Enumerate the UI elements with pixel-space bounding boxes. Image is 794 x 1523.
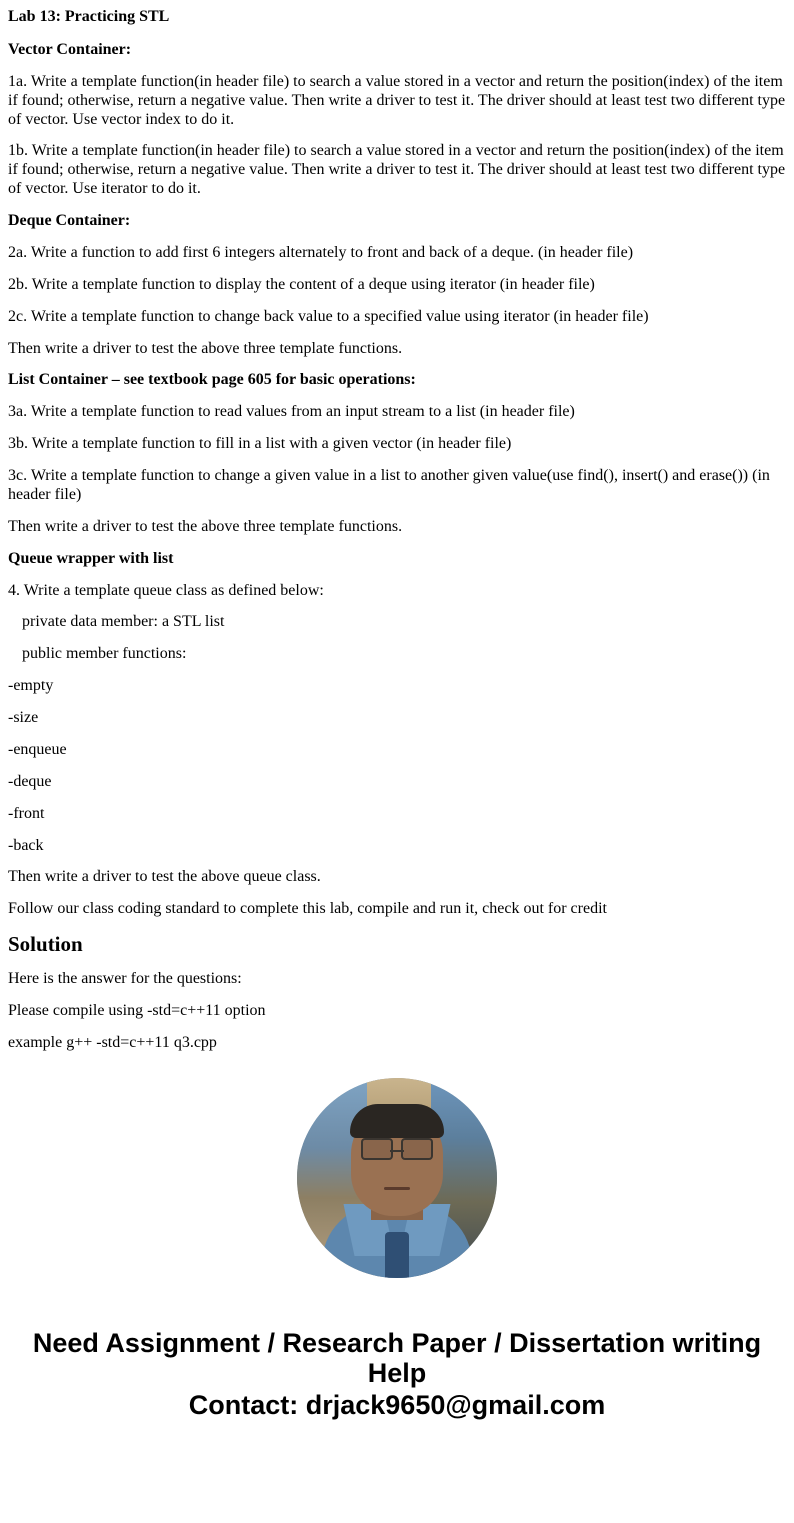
function-size: -size [8,709,39,726]
avatar [297,1078,497,1278]
function-enqueue: -enqueue [8,740,67,758]
function-deque: -deque [8,772,52,790]
coding-standard-note: Follow our class coding standard to complete this lab, compile and run it, check out for credit [8,900,607,918]
photo-glasses-bridge [390,1150,404,1152]
item-2a: 2a. Write a function to add first 6 integers alternately to front and back of a deque. (in header file) [8,243,634,261]
item-1b: 1b. Write a template function(in header file) to search a value stored in a vector and return the position(index) of the item if found; otherwise, return a negative value. Then write a driver to test it. The driver should at least test two different type of vector. Use iterator to do it. [8,142,786,198]
footer-line-2: Contact: drjack9650@gmail.com [188,1389,606,1420]
function-empty: -empty [8,677,54,695]
solution-line-2: Please compile using -std=c++11 option [8,1001,266,1019]
photo-glasses-right [401,1138,433,1160]
photo-glasses-left [361,1138,393,1160]
private-data-member: private data member: a STL list [22,613,225,631]
solution-heading: Solution [8,932,83,957]
queue-wrapper-heading: Queue wrapper with list [8,549,174,567]
solution-line-3: example g++ -std=c++11 q3.cpp [8,1033,217,1051]
deque-container-heading: Deque Container: [8,212,131,229]
photo-hair [350,1104,444,1138]
function-front: -front [8,804,45,822]
item-2c: 2c. Write a template function to change back value to a specified value using iterator (in header file) [8,307,649,325]
page-title: Lab 13: Practicing STL [8,8,170,25]
item-3c: 3c. Write a template function to change a given value in a list to another given value(use find(), insert() and erase()) (in header file) [8,467,770,503]
item-2b: 2b. Write a template function to display the content of a deque using iterator (in header file) [8,275,595,293]
list-driver-note: Then write a driver to test the above three template functions. [8,517,403,535]
footer-banner [8,1328,786,1421]
item-3b: 3b. Write a template function to fill in a list with a given vector (in header file) [8,435,512,453]
function-back: -back [8,836,44,854]
vector-container-heading: Vector Container: [8,40,132,58]
footer-line-1: Need Assignment / Research Paper / Dissertation writing Help [32,1327,762,1388]
deque-driver-note: Then write a driver to test the above three template functions. [8,339,403,357]
list-container-heading: List Container – see textbook page 605 for basic operations: [8,371,416,389]
item-1a: 1a. Write a template function(in header file) to search a value stored in a vector and return the position(index) of the item if found; otherwise, return a negative value. Then write a driver to test it. The driver should at least test two different type of vector. Use vector index to do it. [8,72,786,128]
photo-mouth [384,1187,410,1190]
item-4: 4. Write a template queue class as defined below: [8,581,324,599]
item-3a: 3a. Write a template function to read values from an input stream to a list (in header file) [8,403,575,421]
profile-photo-container [8,1078,786,1278]
photo-tie [385,1232,409,1278]
solution-line-1: Here is the answer for the questions: [8,969,242,987]
queue-driver-note: Then write a driver to test the above queue class. [8,868,321,886]
public-member-functions: public member functions: [22,645,187,663]
